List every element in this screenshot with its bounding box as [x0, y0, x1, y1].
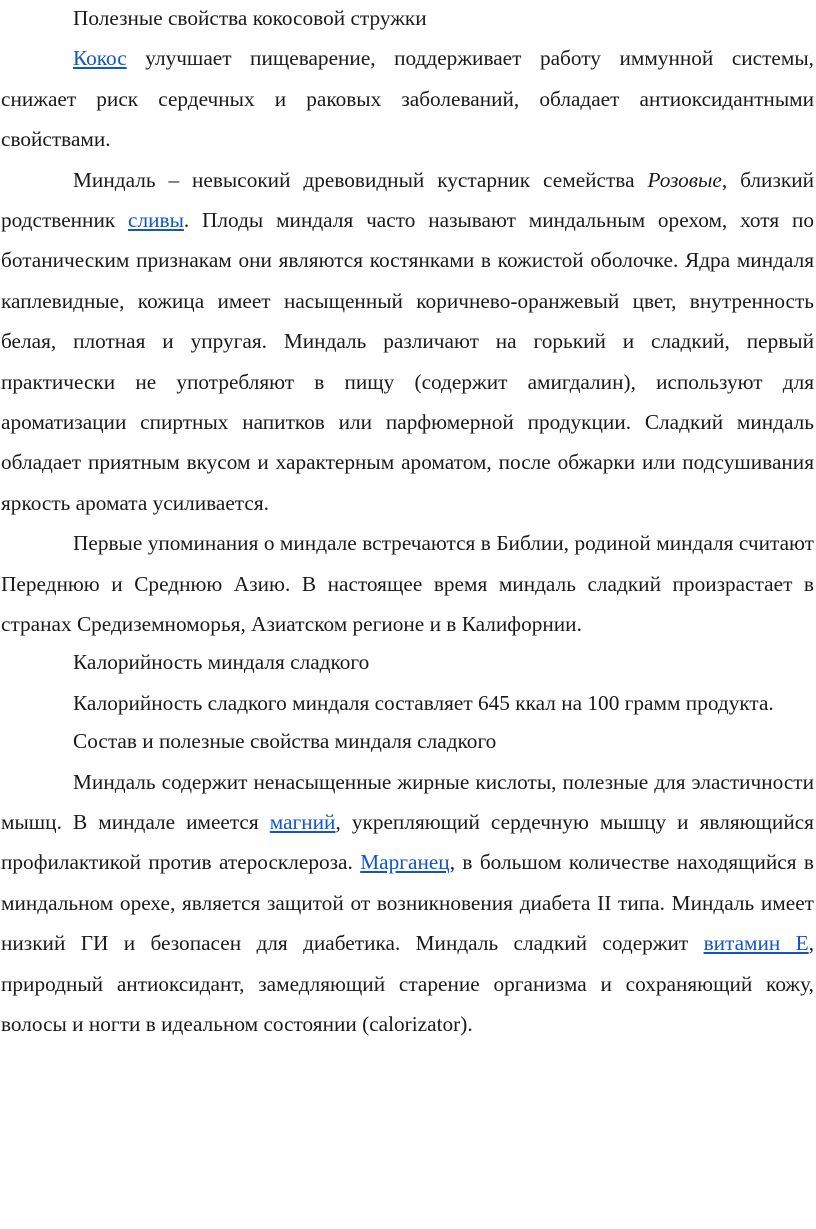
paragraph-coconut	[1, 38, 814, 159]
composition-text-b: , укрепляющий сердечную мышцу и являющийся профилактикой против атеросклероза.	[1, 810, 814, 875]
paragraph-almond-calories: Калорийность сладкого миндаля составляет 645 ккал на 100 грамм продукта.	[73, 690, 774, 715]
paragraph-almond-composition	[1, 762, 814, 1045]
link-plum[interactable]: сливы	[128, 208, 184, 233]
link-coconut[interactable]: Кокос	[73, 46, 127, 71]
heading-almond-calories: Калорийность миндаля сладкого	[73, 650, 370, 675]
composition-text-c: , в большом количестве находящийся в миндальном орехе, является защитой от возникновения диабета II типа. Миндаль имеет низкий ГИ и безопасен для диабетика. Миндаль сладкий содержит	[1, 850, 814, 956]
heading-coconut-flakes: Полезные свойства кокосовой стружки	[73, 6, 427, 30]
almond-text-c: . Плоды миндаля часто называют миндальным орехом, хотя по ботаническим признакам они являются костянками в кожистой оболочке. Ядра миндаля каплевидные, кожица имеет насыщенный коричнево-оранжевый цвет, внутренность белая, плотная и упругая. Миндаль различают на горький и сладкий, первый практически не употребляют в пищу (содержит амигдалин), используют для ароматизации спиртных напитков или парфюмерной продукции. Сладкий миндаль обладает приятным вкусом и характерным ароматом, после обжарки или подсушивания яркость аромата усиливается.	[1, 208, 814, 515]
almond-text-b: , близкий родственник	[1, 167, 814, 233]
heading-almond-composition: Состав и полезные свойства миндаля сладкого	[73, 729, 497, 754]
link-magnesium[interactable]: магний	[269, 810, 336, 835]
link-vitamin-e[interactable]: витамин Е	[703, 931, 809, 956]
link-manganese[interactable]: Марганец	[360, 850, 450, 875]
composition-text-a: Миндаль содержит ненасыщенные жирные кислоты, полезные для эластичности мышц. В миндале имеется	[1, 769, 814, 835]
paragraph-almond-history: Первые упоминания о миндале встречаются в Библии, родиной миндаля считают Переднюю и Среднюю Азию. В настоящее время миндаль сладкий произрастает в странах Средиземноморья, Азиатском регионе и в Калифорнии.	[1, 531, 814, 637]
family-name-italic: Розовые	[647, 167, 722, 192]
composition-text-d: , природный антиоксидант, замедляющий старение организма и сохраняющий кожу, волосы и ногти в идеальном состоянии (calorizator).	[1, 931, 815, 1037]
paragraph-coconut-text: улучшает пищеварение, поддерживает работу иммунной системы, снижает риск сердечных и раковых заболеваний, обладает антиоксидантными свойствами.	[1, 46, 814, 152]
paragraph-almond-description	[1, 160, 814, 524]
almond-text-a: Миндаль – невысокий древовидный кустарник семейства	[73, 167, 648, 192]
